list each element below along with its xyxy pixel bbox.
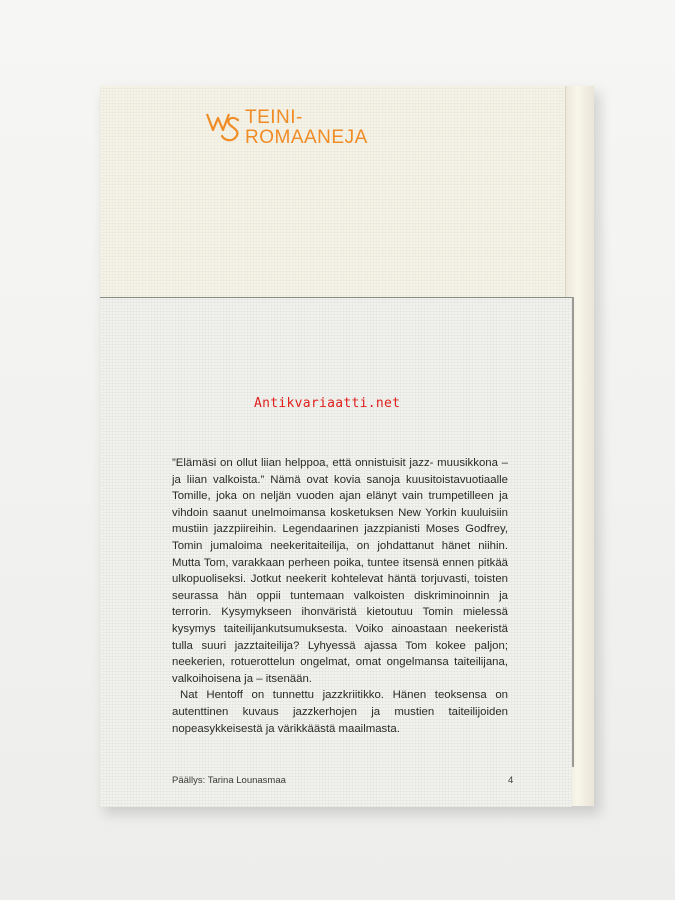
blurb-paragraph-1: ”Elämäsi on ollut liian helppoa, että onnistuisit jazz- muusikkona – ja liian valkoista.” Nämä ovat kovia sanoja kuusitoistavuotiaalle Tomille, joka on neljän vuoden ajan elänyt vain trumpetilleen ja vihdoin saanut unelmoimansa kosketuksen New Yorkin kuuluisiin mustiin jazzpiireihin. Legendaarinen jazzpianisti Moses Godfrey, Tomin jumaloima neekeritaiteilija, on johdattanut hänet niihin. Mutta Tom, varakkaan perheen poika, tuntee itsensä ennen pitkää ulkopuoliseksi. Jotkut neekerit kohtelevat häntä torjuvasti, toisten seurassa hän oppii tuntemaan valkoisten diskriminoinnin ja terrorin. Kysymykseen ihonväristä kietoutuu Tomin mielessä kysymys taiteilijankutsumuksesta. Voiko ainoastaan neekeristä tulla suuri jazztaiteilija? Lyhyessä ajassa Tom kokee paljon; neekerien, rotuerottelun ongelmat, omat ongelmansa taiteilijana, valkoihoisena ja – itsenään. bbox=[172, 457, 508, 685]
ws-monogram-icon bbox=[205, 108, 245, 148]
cover-number: 4 bbox=[508, 775, 514, 786]
flap-edge-line bbox=[572, 297, 574, 767]
blurb-text bbox=[172, 455, 508, 737]
watermark-text: Antikvariaatti.net bbox=[254, 396, 401, 411]
logo-text-line2: ROMAANEJA bbox=[245, 127, 368, 148]
blurb-paragraph-2: Nat Hentoff on tunnettu jazzkriitikko. Hänen teoksensa on autenttinen kuvaus jazzkerhojen ja mustien taiteilijoiden nopeasykkeisestä ja värikkäästä maailmasta. bbox=[172, 689, 508, 735]
publisher-logo bbox=[205, 106, 425, 150]
cover-credit: Päällys: Tarina Lounasmaa bbox=[172, 775, 286, 786]
logo-text-line1: TEINI- bbox=[245, 107, 303, 128]
